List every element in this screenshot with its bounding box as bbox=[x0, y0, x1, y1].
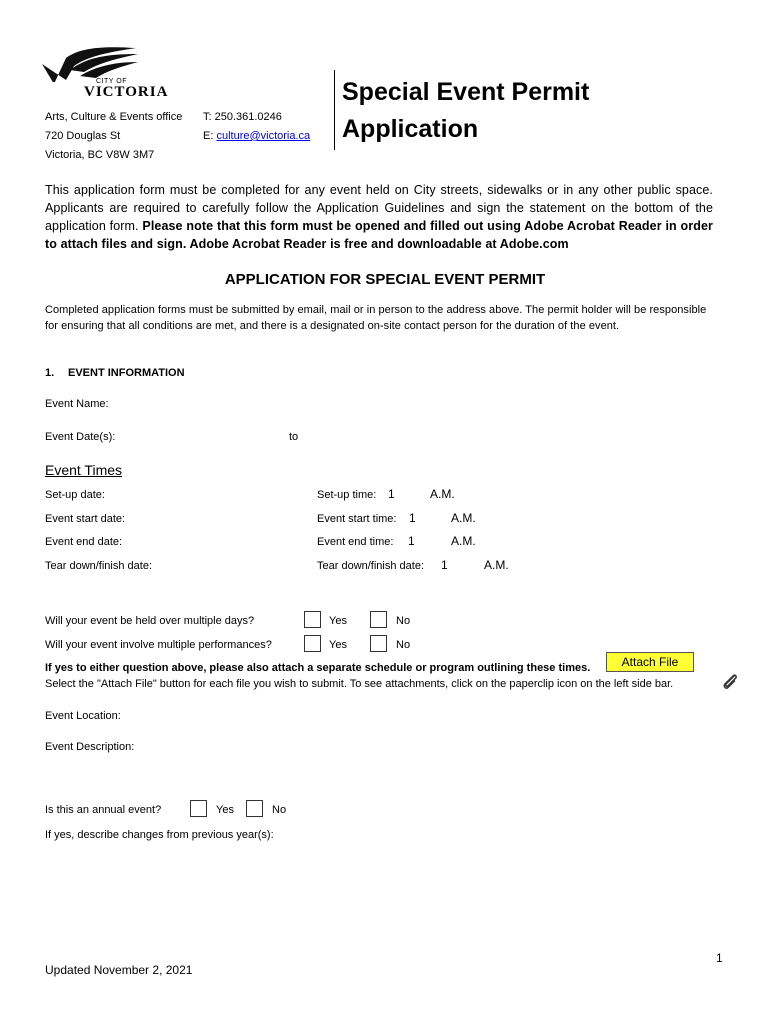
logo-victoria: VICTORIA bbox=[84, 84, 169, 100]
multiple-performances-question: Will your event involve multiple performances? bbox=[45, 639, 272, 651]
page-title-line1: Special Event Permit bbox=[342, 78, 590, 106]
annual-changes-label: If yes, describe changes from previous year(s): bbox=[45, 829, 274, 841]
multiple-performances-yes-checkbox[interactable] bbox=[304, 635, 321, 652]
multiple-days-no-checkbox[interactable] bbox=[370, 611, 387, 628]
start-hour-select[interactable]: 1 bbox=[409, 511, 416, 525]
end-date-label: Event end date: bbox=[45, 536, 123, 548]
office-email-link[interactable]: culture@victoria.ca bbox=[216, 130, 311, 142]
section-number: 1. bbox=[45, 367, 55, 379]
setup-date-label: Set-up date: bbox=[45, 489, 105, 501]
start-date-label: Event start date: bbox=[45, 513, 126, 525]
attach-note: If yes to either question above, please also attach a separate schedule or program outlining these times. bbox=[45, 662, 591, 674]
annual-yes-checkbox[interactable] bbox=[190, 800, 207, 817]
end-time-label: Event end time: bbox=[317, 536, 394, 548]
teardown-hour-select[interactable]: 1 bbox=[441, 558, 448, 572]
teardown-time-label: Tear down/finish date: bbox=[317, 560, 425, 572]
office-street: 720 Douglas St bbox=[45, 130, 121, 142]
updated-date: Updated November 2, 2021 bbox=[45, 963, 193, 977]
city-logo bbox=[40, 44, 169, 102]
attach-file-button[interactable]: Attach File bbox=[606, 652, 694, 672]
office-email-row bbox=[203, 127, 310, 146]
multiple-days-yes-checkbox[interactable] bbox=[304, 611, 321, 628]
submission-note: Completed application forms must be submitted by email, mail or in person to the address above. The permit holder will be responsible for ensuring that all conditions are met, and there is a designated on-site contact person for the duration of the event. bbox=[45, 304, 707, 332]
city-logo-wave-icon bbox=[40, 44, 140, 82]
form-heading: APPLICATION FOR SPECIAL EVENT PERMIT bbox=[224, 271, 546, 288]
event-name-field[interactable] bbox=[120, 394, 710, 412]
start-time-label: Event start time: bbox=[317, 513, 397, 525]
to-label: to bbox=[289, 431, 299, 443]
end-hour-select[interactable]: 1 bbox=[408, 534, 415, 548]
event-description-field[interactable] bbox=[145, 737, 710, 787]
section-title: EVENT INFORMATION bbox=[68, 367, 185, 379]
event-end-date-field[interactable] bbox=[305, 427, 455, 445]
setup-ampm-select[interactable]: A.M. bbox=[430, 487, 455, 501]
setup-hour-select[interactable]: 1 bbox=[388, 487, 395, 501]
office-city: Victoria, BC V8W 3M7 bbox=[45, 149, 155, 161]
annual-event-question: Is this an annual event? bbox=[45, 804, 162, 816]
attach-instructions: Select the "Attach File" button for each file you wish to submit. To see attachments, click on the paperclip icon on the left side bar. bbox=[45, 678, 674, 690]
end-ampm-select[interactable]: A.M. bbox=[451, 534, 476, 548]
multiple-performances-yes-label: Yes bbox=[329, 639, 347, 651]
event-start-date-field[interactable] bbox=[130, 427, 280, 445]
multiple-days-yes-label: Yes bbox=[329, 615, 347, 627]
annual-no-checkbox[interactable] bbox=[246, 800, 263, 817]
intro-text: This application form must be completed for any event held on City streets, sidewalks or in any other public space. Applicants are required to carefully follow the Application Guidelines and sign the statement on the bottom of the application form. bbox=[45, 183, 713, 233]
multiple-days-question: Will your event be held over multiple days? bbox=[45, 615, 255, 627]
intro-paragraph bbox=[45, 181, 713, 253]
page-number: 1 bbox=[716, 951, 723, 965]
annual-yes-label: Yes bbox=[216, 804, 234, 816]
event-location-field[interactable] bbox=[130, 706, 710, 724]
logo-city-of: CITY OF bbox=[96, 78, 127, 85]
teardown-date-label: Tear down/finish date: bbox=[45, 560, 153, 572]
event-times-heading: Event Times bbox=[45, 462, 123, 478]
title-divider bbox=[334, 70, 335, 150]
setup-time-label: Set-up time: bbox=[317, 489, 377, 501]
intro-bold-note: Please note that this form must be opened and filled out using Adobe Acrobat Reader in order to attach files and sign. Adobe Acrobat Reader is free and downloadable at Adobe.com bbox=[45, 219, 713, 251]
event-description-label: Event Description: bbox=[45, 741, 135, 753]
multiple-performances-no-label: No bbox=[396, 639, 411, 651]
annual-changes-field[interactable] bbox=[45, 846, 710, 936]
office-phone: T: 250.361.0246 bbox=[203, 111, 282, 123]
office-name: Arts, Culture & Events office bbox=[45, 111, 183, 123]
office-email-prefix: E: bbox=[203, 130, 217, 142]
paperclip-icon[interactable] bbox=[720, 671, 740, 691]
start-ampm-select[interactable]: A.M. bbox=[451, 511, 476, 525]
teardown-ampm-select[interactable]: A.M. bbox=[484, 558, 509, 572]
annual-no-label: No bbox=[272, 804, 287, 816]
office-contact bbox=[203, 108, 310, 146]
event-location-label: Event Location: bbox=[45, 710, 121, 722]
multiple-performances-no-checkbox[interactable] bbox=[370, 635, 387, 652]
page-title bbox=[342, 74, 589, 148]
multiple-days-no-label: No bbox=[396, 615, 411, 627]
office-address bbox=[45, 108, 182, 165]
page-title-line2: Application bbox=[342, 115, 479, 143]
event-name-label: Event Name: bbox=[45, 398, 109, 410]
event-dates-label: Event Date(s): bbox=[45, 431, 116, 443]
